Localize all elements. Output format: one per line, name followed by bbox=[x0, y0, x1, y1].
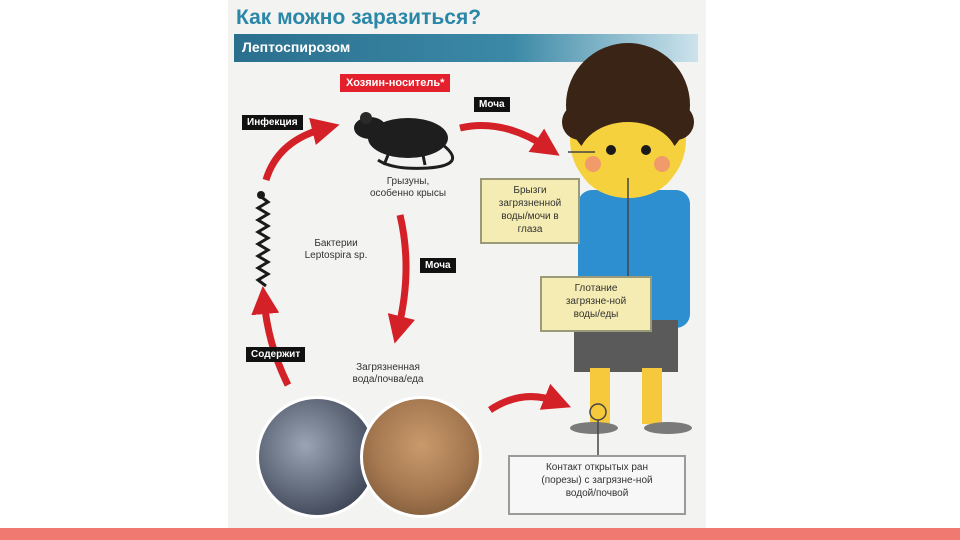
rodents-label-line1: Грызуны, bbox=[386, 176, 430, 187]
water-label-line1: Загрязненная bbox=[356, 362, 420, 373]
flood-children-photo bbox=[360, 396, 482, 518]
arrow-infection bbox=[266, 128, 326, 180]
rat-icon bbox=[354, 112, 453, 168]
rodents-label-line2: особенно крысы bbox=[369, 188, 447, 199]
eye-splash-box: Брызги загрязненной воды/мочи в глаза bbox=[480, 178, 580, 244]
infection-tag: Инфекция bbox=[242, 115, 303, 130]
slide-bottom-bar bbox=[0, 528, 960, 540]
bacteria-icon bbox=[258, 196, 268, 286]
urine-tag-right: Моча bbox=[474, 97, 510, 112]
arrow-urine-right bbox=[460, 126, 548, 149]
bacteria-label-line1: Бактерии bbox=[314, 238, 358, 249]
arrow-contact bbox=[490, 397, 558, 410]
rodents-label bbox=[348, 176, 468, 200]
bacteria-label-line2: Leptospira sp. bbox=[304, 250, 368, 261]
arrow-urine-down bbox=[398, 215, 406, 330]
arrow-contains bbox=[264, 300, 288, 385]
water-label-line2: вода/почва/еда bbox=[352, 374, 424, 385]
contains-tag: Содержит bbox=[246, 347, 305, 362]
infographic-panel bbox=[228, 0, 706, 528]
open-wound-contact-box: Контакт открытых ран (порезы) с загрязне-ной водой/почвой bbox=[508, 455, 686, 515]
swallowing-box: Глотание загрязне-ной воды/еды bbox=[540, 276, 652, 332]
contaminated-water-label bbox=[328, 362, 448, 386]
host-carrier-tag: Хозяин-носитель* bbox=[340, 74, 450, 92]
urine-tag-down: Моча bbox=[420, 258, 456, 273]
infographic-title: Как можно заразиться? bbox=[236, 6, 482, 29]
bacteria-label bbox=[286, 238, 386, 262]
infographic-subtitle: Лептоспирозом bbox=[242, 39, 351, 55]
